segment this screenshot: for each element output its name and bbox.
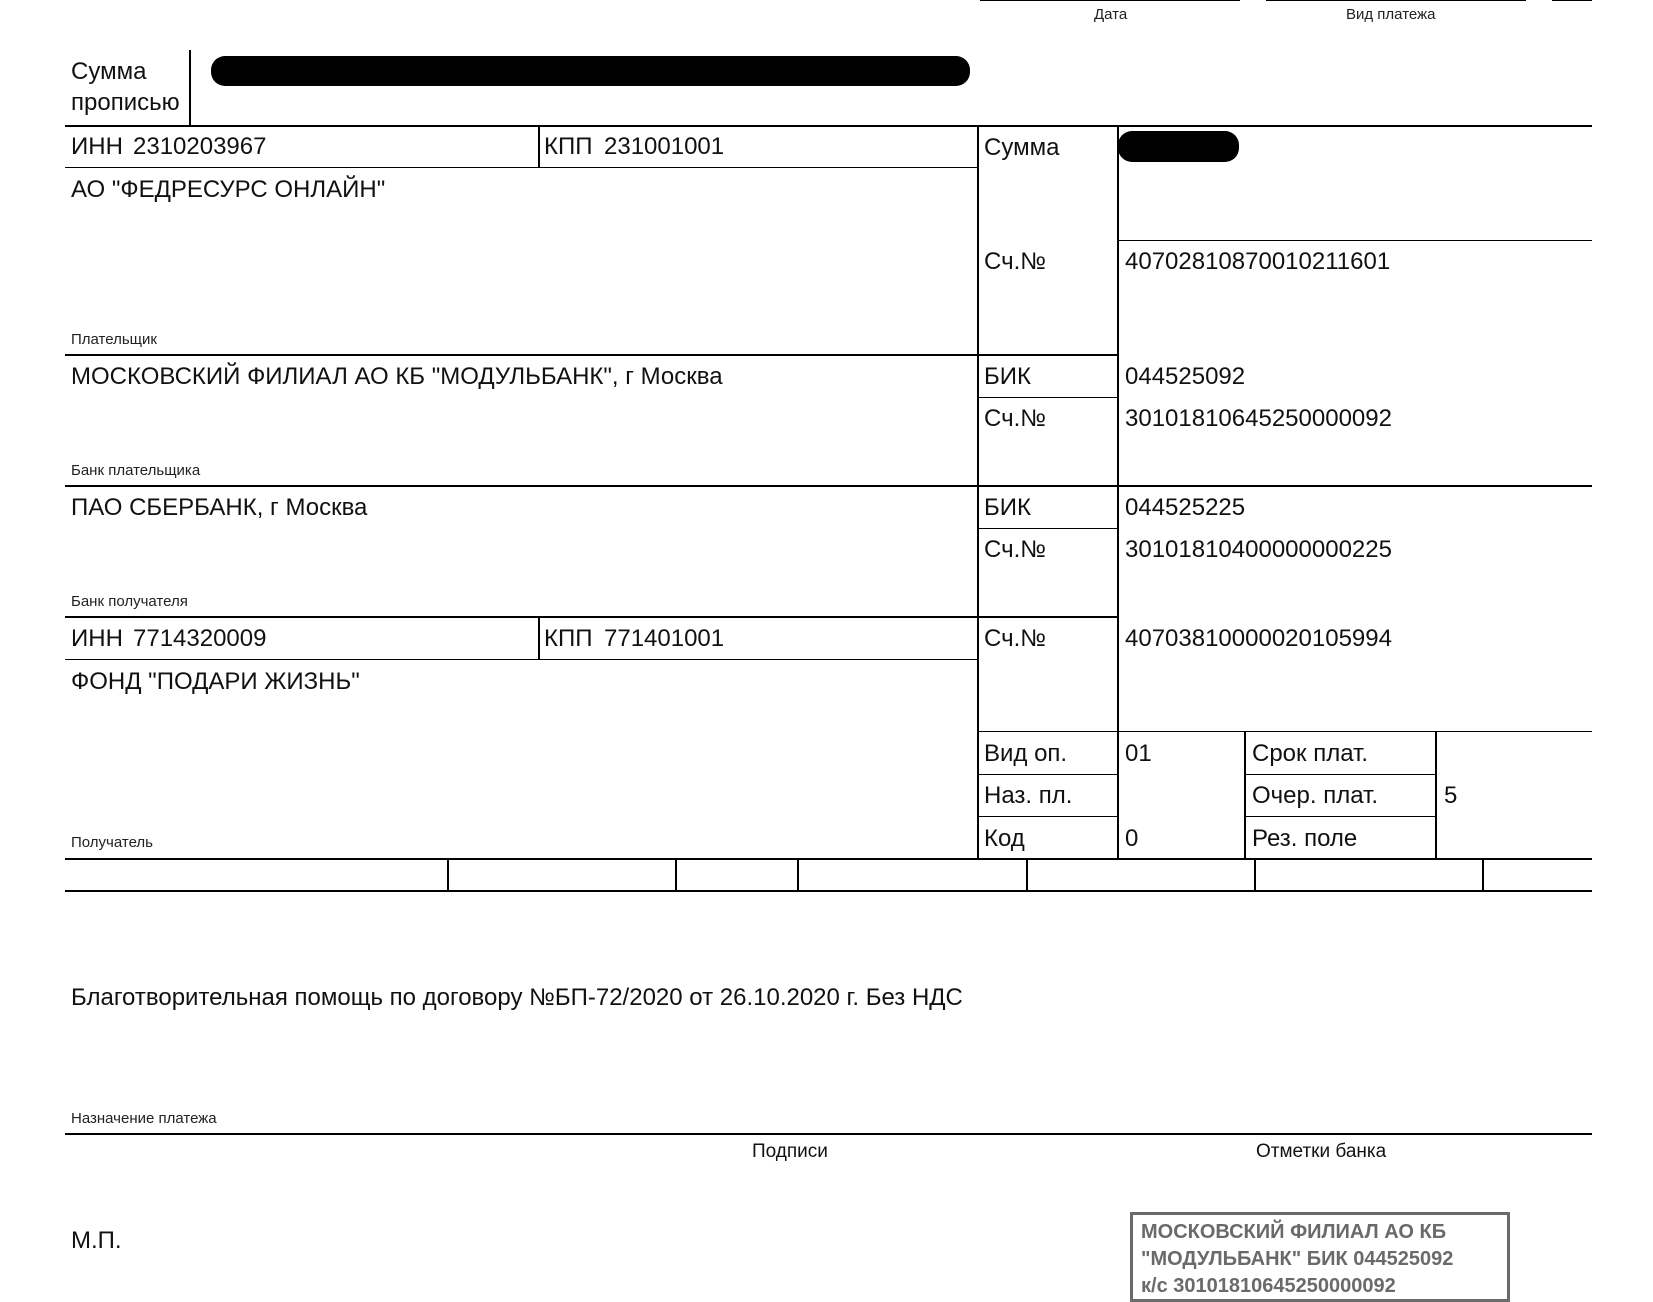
line-operation-row3 [979, 816, 1119, 817]
recipient-bank-account: 30101810400000000225 [1125, 536, 1392, 563]
date-caption: Дата [1094, 6, 1128, 23]
signatures-label: Подписи [752, 1141, 828, 1162]
vline-field-2 [675, 858, 677, 891]
recipient-caption: Получатель [71, 834, 153, 851]
payment-type-caption: Вид платежа [1346, 6, 1436, 23]
line-payer-top [65, 125, 1592, 127]
vline-recipient-inn-kpp [538, 616, 540, 659]
recipient-bank-name: ПАО СБЕРБАНК, г Москва [71, 494, 368, 521]
payer-bank-name: МОСКОВСКИЙ ФИЛИАЛ АО КБ "МОДУЛЬБАНК", г Москва [71, 363, 723, 390]
line-operation-top [979, 731, 1592, 732]
srok-label: Срок плат. [1252, 740, 1369, 767]
line-operation-right-row2 [1246, 774, 1437, 775]
line-sum-bottom [1119, 240, 1592, 241]
extra-header-line [1552, 0, 1592, 1]
vline-operation-mid [1244, 731, 1246, 859]
recipient-bank-account-label: Сч.№ [984, 536, 1046, 563]
payer-inn: 2310203967 [133, 133, 267, 160]
line-recipient-bik-bottom [979, 528, 1119, 529]
payment-type-line [1266, 0, 1526, 1]
payer-bank-bik: 044525092 [1125, 363, 1246, 390]
payer-account-label: Сч.№ [984, 248, 1046, 275]
recipient-bank-bik: 044525225 [1125, 494, 1246, 521]
line-recipient-top [65, 616, 1119, 618]
payer-bank-bik-label: БИК [984, 363, 1031, 390]
payer-inn-label: ИНН [71, 133, 123, 160]
line-operation-row2 [979, 774, 1119, 775]
line-operation-right-row3 [1246, 816, 1437, 817]
recipient-inn-label: ИНН [71, 625, 123, 652]
amount-words-divider [189, 50, 191, 126]
purpose-text: Благотворительная помощь по договору №БП-72/2020 от 26.10.2020 г. Без НДС [71, 984, 963, 1011]
recipient-inn: 7714320009 [133, 625, 267, 652]
ocher-label: Очер. плат. [1252, 782, 1379, 809]
payer-account: 40702810870010211601 [1125, 248, 1391, 275]
kod-label: Код [984, 825, 1025, 852]
line-recipient-inn-bottom [65, 659, 979, 660]
ocher-value: 5 [1444, 782, 1458, 809]
recipient-bank-bik-label: БИК [984, 494, 1031, 521]
vline-labels-right [1117, 125, 1119, 859]
vline-field-1 [447, 858, 449, 891]
redacted-amount-words [211, 56, 970, 86]
payer-bank-account-label: Сч.№ [984, 405, 1046, 432]
payer-bank-caption: Банк плательщика [71, 462, 201, 479]
redacted-sum [1118, 131, 1239, 162]
vline-field-4 [1026, 858, 1028, 891]
line-fields-top [65, 858, 1592, 860]
line-payer-bik-bottom [979, 397, 1119, 398]
recipient-account: 40703810000020105994 [1125, 625, 1392, 652]
amount-words-label-2: прописью [71, 89, 180, 116]
vline-labels-left [977, 125, 979, 859]
purpose-caption: Назначение платежа [71, 1110, 217, 1127]
rez-label: Рез. поле [1252, 825, 1358, 852]
kod-value: 0 [1125, 825, 1139, 852]
bank-marks-label: Отметки банка [1256, 1141, 1387, 1162]
payer-name: АО "ФЕДРЕСУРС ОНЛАЙН" [71, 176, 386, 203]
payer-kpp-label: КПП [544, 133, 593, 160]
vline-field-6 [1482, 858, 1484, 891]
sum-label: Сумма [984, 134, 1060, 161]
date-line [980, 0, 1240, 1]
mp-label: М.П. [71, 1227, 122, 1254]
vid-op-value: 01 [1125, 740, 1152, 767]
recipient-name: ФОНД "ПОДАРИ ЖИЗНЬ" [71, 668, 360, 695]
vline-payer-inn-kpp [538, 125, 540, 168]
bank-stamp [1130, 1212, 1510, 1302]
line-recipient-bank-top [65, 485, 1592, 487]
amount-words-label-1: Сумма [71, 58, 147, 85]
payer-kpp: 231001001 [604, 133, 725, 160]
vid-op-label: Вид оп. [984, 740, 1068, 767]
stamp-line-1: МОСКОВСКИЙ ФИЛИАЛ АО КБ [1141, 1221, 1447, 1243]
recipient-bank-caption: Банк получателя [71, 593, 188, 610]
payer-bank-account: 30101810645250000092 [1125, 405, 1392, 432]
naz-pl-label: Наз. пл. [984, 782, 1073, 809]
recipient-account-label: Сч.№ [984, 625, 1046, 652]
recipient-kpp: 771401001 [604, 625, 725, 652]
recipient-kpp-label: КПП [544, 625, 593, 652]
vline-field-3 [797, 858, 799, 891]
line-fields-bottom [65, 890, 1592, 892]
stamp-line-3: к/с 30101810645250000092 [1141, 1275, 1396, 1297]
line-payer-bank-top [65, 354, 1119, 356]
line-payer-inn-bottom [65, 167, 979, 168]
vline-field-5 [1254, 858, 1256, 891]
line-purpose-bottom [65, 1133, 1592, 1135]
stamp-line-2: "МОДУЛЬБАНК" БИК 044525092 [1141, 1248, 1454, 1270]
payer-caption: Плательщик [71, 331, 157, 348]
vline-operation-right [1435, 731, 1437, 859]
